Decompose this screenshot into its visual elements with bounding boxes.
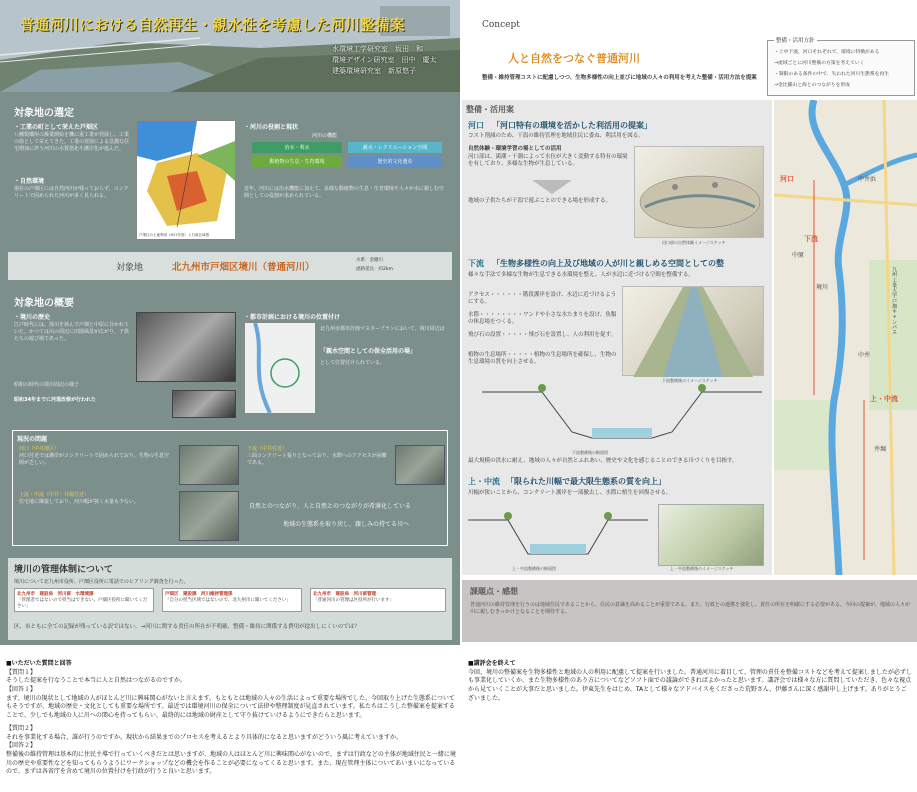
issue-jochu-text: 住宅地に隣接しており、河川幅が狭く水量も少ない。 — [19, 499, 140, 505]
credit-line-1: 水環境工学研究室 坂田 和 — [332, 45, 423, 53]
hearing-box-3-title: 北九州市 建設局 河川部管理 — [313, 592, 376, 597]
concept-label: Concept — [482, 20, 520, 30]
issue-karyu-label: 下流（中井付近） — [247, 446, 288, 452]
jochu-label: 上・中流 — [468, 477, 500, 486]
jochu-sketch — [658, 504, 764, 566]
plan-heading: 整備・活用案 — [466, 105, 514, 114]
bullet-industry-text: 八幡製鐵所の操業開始を機に重工業が発展し、工業の街として栄えてきた。工業の発展による急激な住宅増加に伴う河川の水質悪化や護岸化が進んだ。 — [14, 132, 130, 152]
concept-description: 整備・維持管理コストに配慮しつつ、生物多様性の向上並びに地域の人々の利用を考えた整備・活用方法を提案 — [482, 75, 757, 81]
target-meta-1: 水系：金剛川 — [356, 258, 383, 263]
kakou-title: 「河口特有の環境を活かした利活用の提案」 — [492, 121, 652, 130]
answer-1-text: まず、境川の現状として地域の人がほとんど川に興味関心がないと言えます。もともとは地域の人々の生活によって重要な場所でした。今回取り上げた生態系についてもそうですが、地域の歴史・文化としても重要な場所です。最近では環境河川の保全について法律や整理制度が見直されています。私たちはこうした整備案を提案することで、少しでも地域の人に川への関心を持ってもらい、最終的には地域の財産として守り抜けていけるようにできたらと思います。 — [6, 694, 455, 720]
target-meta-2: 流路延長：約2km — [356, 267, 393, 272]
impressions-box — [462, 580, 917, 642]
hearing-box-1-title: 北九州市 建設局 河川部 水環境課 — [17, 592, 94, 597]
history-text: 江戸時代には、境川を挟んで戸畑と中原に分かれていた。かつては川の周辺に田園風景が広がり、子供たちの遊び場であった。 — [14, 322, 130, 342]
right-poster — [462, 0, 917, 645]
bullet-nature: ・自然環境 — [14, 178, 45, 185]
answer-2-label: 【回答２】 — [6, 742, 37, 750]
hearing-box-3 — [310, 588, 446, 612]
kakou-sketch-graphic — [635, 147, 765, 239]
karyu-item-2: 水際・・・・・・・・ワンドや小さな水たまりを設け、魚類の休息場をつくる。 — [468, 312, 617, 326]
issue-kakou-text: 河口付近では護岸がコンクリートで固められており、生物の生息空間が乏しい。 — [19, 453, 169, 466]
issue-kakou-label: 河口（中井地区） — [19, 446, 60, 452]
jochu-caption-2: 上・中流整備後のイメージスケッチ — [670, 566, 734, 571]
river-map-graphic — [774, 100, 917, 575]
left-poster — [0, 0, 460, 645]
policy-box — [767, 40, 915, 96]
map-label-kakou: 河口 — [780, 175, 794, 183]
question-2-text: それを事業化する場合、誰が行うのですか。現状から結果までのプロセスを考えるとより具体的になると思いますがどういう風に考えていますか。 — [6, 733, 403, 741]
kakou-subtitle: 自然体験・環境学習の場としての活用 — [468, 146, 562, 152]
policy-item-2: →流域ごとに河川整備の方策を考えていく — [774, 61, 865, 66]
section-caption: 下流整備後の断面図 — [572, 450, 608, 455]
review-section — [468, 660, 912, 750]
map-label-nakai: 中井 — [858, 352, 871, 359]
hearing-box-2-text: 「自分の担当区域ではないので、北九州市に聞いてください」 — [165, 598, 291, 603]
plan-area — [462, 100, 772, 575]
karyu-section-diagram — [482, 382, 762, 448]
qa-heading: ■いただいた質問と回答 — [6, 660, 72, 667]
overview-heading: 対象地の概要 — [14, 298, 74, 309]
overview-section — [8, 290, 452, 550]
site-selection-heading: 対象地の選定 — [14, 108, 74, 119]
credit-line-3: 建築環境研究室 新原悠子 — [332, 67, 416, 75]
chip-flood-control: 治水・利水 — [252, 142, 342, 153]
city-plan-title: ・都市計画における境川の位置付け — [244, 314, 341, 321]
review-text: 今回、境川の整備案を生物多様性と地域の人の利用に配慮して提案を行いました。普通河川に着目して、管理の責任を整備コストなどを考えて提案しましたが必ずしも事業化していくか、また生物多様性のあり方についてなどソフト面での議論ができればよかったと思います。講評会では様々な方に質問していただき、色々な視点から見ていくことが大事だと思いました。伊東先生をはじめ、TAとして様々なアドバイスをくださった荒野さん、伊藤さんに深く感謝申し上げます。ありがとうございました。 — [468, 668, 912, 702]
city-plan-map-graphic — [245, 323, 315, 413]
river-role-title: ・河川の役割と現状 — [244, 124, 299, 131]
jochu-text: 川幅が狭いことから、コンクリート護岸を一部撤去し、水際に植生を回復させる。 — [468, 490, 672, 496]
chip-recreation: 親水・レクリエーション空間 — [348, 142, 442, 153]
question-2-label: 【質問２】 — [6, 724, 37, 732]
hearing-box-2 — [162, 588, 302, 612]
river-function-box — [252, 132, 442, 180]
hero-banner — [0, 0, 460, 92]
karyu-sketch — [622, 286, 764, 376]
karyu-intro: 様々な手法で多様な生物が生息できる水環境を整え、人が水辺に近づける空間を整備する。 — [468, 272, 694, 278]
jochu-title: 「限られた川幅で最大限生態系の質を向上」 — [506, 477, 666, 486]
poster-title: 普通河川における自然再生・親水性を考慮した河川整備案 — [20, 18, 405, 34]
hearing-box-1 — [14, 588, 154, 612]
history-note: 昭和34年までに河道改修が行われた — [14, 397, 96, 403]
hearing-box-1-text: 「管理者ではないので担当はできない。戸畑区役所に聞いてください」 — [17, 598, 148, 609]
review-heading: ■講評会を終えて — [468, 660, 516, 667]
management-section — [8, 558, 452, 640]
karyu-title: 「生物多様性の向上及び地域の人が川と親しめる空間としての整 — [492, 259, 724, 268]
map-label-karyu: 下流 — [804, 235, 818, 243]
jochu-section-diagram — [468, 510, 648, 566]
city-plan-map — [244, 322, 314, 412]
city-plan-text-2: として位置付けられている。 — [320, 360, 386, 366]
bullet-nature-text: 現在の戸畑区には自然河川が残っておらず、コンクリートで固められた河川が多く見られる。 — [14, 186, 129, 199]
map-label-nakahara: 中原 — [792, 252, 805, 259]
landuse-map — [136, 120, 236, 240]
issue-karyu-photo — [395, 445, 445, 485]
issues-box — [12, 430, 448, 546]
issue-karyu-text: 三面コンクリート張りとなっており、水際へのアクセスが困難である。 — [247, 453, 387, 466]
impressions-text: 普通河川の維持管理を行うのは地域住民であることから、住民の意識を高めることが重要である。また、行政との連携を強化し、責任の所在を明確にする必要がある。今回の提案が、地域の人々が川に親しむきっかけとなることを期待する。 — [470, 602, 911, 616]
policy-item-4: →金比羅山と海とのつながりを形成 — [774, 83, 850, 88]
chip-heritage: 歴史的文化遺産 — [348, 156, 442, 167]
kakou-label: 河口 — [468, 121, 484, 130]
river-role-text: 近年、河川には治水機能に加えて、多様な動植物の生息・生育環境や人々が水に親しむ空間としての役割が求められている。 — [244, 186, 444, 199]
karyu-sketch-graphic — [623, 287, 765, 377]
karyu-label: 下流 — [468, 259, 484, 268]
down-arrow-icon — [532, 180, 572, 196]
answer-2-text: 整備後の維持管理は基本的に住民主導で行っていくべきだとは思いますが、地域の人はほとんど川に興味関心がないので、まずは行政などの主体が地域住民と一緒に境川の歴史や重要性などを知ってもらうようにワークショップなどの機会を作ることが必要になってくると思います。また、現在管理主体についてあいまいになっているので、まずは各省庁を含めて境川の位置付けを行政が行うと良いと思います。 — [6, 750, 456, 776]
kakou-sketch — [634, 146, 764, 238]
city-plan-text: 北九州市都市計画マスタープランにおいて、境川周辺は — [320, 326, 445, 332]
question-1-label: 【質問１】 — [6, 668, 37, 676]
karyu-sketch-caption: 下流整備後のイメージスケッチ — [662, 378, 718, 383]
history-title: ・境川の歴史 — [14, 314, 51, 321]
map-label-ibori: 井堀 — [874, 446, 887, 453]
map-label-jochu: 上・中流 — [870, 395, 898, 403]
issue-jochu-photo — [179, 491, 239, 541]
map-label-sakaigawa: 境川 — [816, 284, 829, 291]
policy-title: 整備・活用方針 — [776, 38, 815, 44]
kakou-intro: コスト削減のため、干潟の維持管理を地域住民に委ね、利活用を図る。 — [468, 133, 644, 139]
management-conclusion: 区、市ともに全ての記録が残っている訳ではない。→河川に関する責任の所在が不明確、整備・維持に関係する費用が捻出しにくいのでは？ — [14, 624, 360, 630]
karyu-item-3: 飛び石の設置・・・・・飛び石を設置し、人の利用を促す。 — [468, 332, 617, 338]
issue-summary-2: 地域の生態系を取り戻し、親しみの持てる川へ — [283, 521, 410, 528]
chip-habitat: 動植物の生息・生育環境 — [252, 156, 342, 167]
map-label-campus: 九州工業大学戸畑キャンパス — [892, 267, 898, 336]
landuse-map-caption: 戸畑区の土地利用（H27年度）と行政区域図 — [139, 233, 210, 237]
site-selection-section — [8, 100, 452, 286]
city-plan-quote: 「親水空間としての保全活用の場」 — [320, 348, 417, 355]
policy-item-1: ・上中下流、河口それぞれで、環境に特徴がある — [774, 50, 880, 55]
target-label: 対象地 — [116, 263, 144, 273]
jochu-caption-1: 上・中流整備後の断面図 — [512, 566, 556, 571]
target-site-bar — [8, 252, 452, 280]
issue-jochu-label: 上流・中流（中井・井堀付近） — [19, 492, 90, 498]
hearing-box-2-title: 戸畑区 建設課 河川維持管理係 — [165, 592, 233, 597]
issues-title: 現況の問題 — [17, 436, 48, 443]
historic-photo-caption: 昭和の時代の境川周辺の様子 — [14, 382, 80, 388]
karyu-item-1: アクセス・・・・・・階段護岸を設け、水辺に近づけるようにする。 — [468, 292, 617, 306]
impressions-heading: 課題点・感想 — [470, 587, 518, 596]
kakou-text-2: 地域の子供たちが干潟で遊ぶことのできる場を形成する。 — [468, 198, 612, 204]
concept-title: 人と自然をつなぐ普通河川 — [508, 52, 640, 65]
bullet-industry: ・工業の町として栄えた戸畑区 — [14, 124, 99, 131]
qa-section — [6, 660, 456, 790]
credit-line-2: 環境デザイン研究室 田中 慶太 — [332, 56, 437, 64]
karyu-item-4: 植物の生息場所・・・・・植物の生息場所を確保し、生物の生息環境の質を向上させる。 — [468, 352, 617, 366]
kakou-sketch-caption: 河口部の自然体験イメージスケッチ — [662, 240, 726, 245]
river-function-title: 河川の機能 — [312, 133, 338, 139]
hearing-box-3-text: 「普通河川の管理は区役所が行います」 — [313, 598, 394, 603]
historic-photo — [136, 312, 236, 382]
policy-item-3: ・制限のある条件の中で、失われた河川生態系を再生 — [774, 72, 890, 77]
management-heading: 境川の管理体制について — [14, 565, 113, 575]
issue-summary-1: 自然とのつながり、人と自然とのつながりが希薄化している — [249, 503, 412, 510]
map-label-nakaihama: 中井浜 — [858, 176, 877, 183]
river-map — [774, 100, 917, 575]
landuse-map-graphic — [137, 121, 237, 229]
issue-kakou-photo — [179, 445, 239, 485]
historic-photo-2 — [172, 390, 236, 418]
kakou-text: 河口部は、満潮・干潮によって水位が大きく変動する特有の環境を有しており、多様な生物が生息している。 — [468, 154, 628, 168]
question-1-text: そうした提案を行なうことで本当に人と自然はつながるのですか。 — [6, 677, 187, 685]
management-intro: 境川について北九州市役所、戸畑区役所に電話でのヒアリング調査を行った。 — [14, 579, 189, 585]
answer-1-label: 【回答１】 — [6, 686, 37, 694]
karyu-bottom-text: 最大規模の洪水に耐え、地域の人々が自然とふれあい、歴史や文化を感じることのできる川づくりを目指す。 — [468, 458, 738, 464]
target-value: 北九州市戸畑区境川（普通河川） — [172, 262, 315, 273]
